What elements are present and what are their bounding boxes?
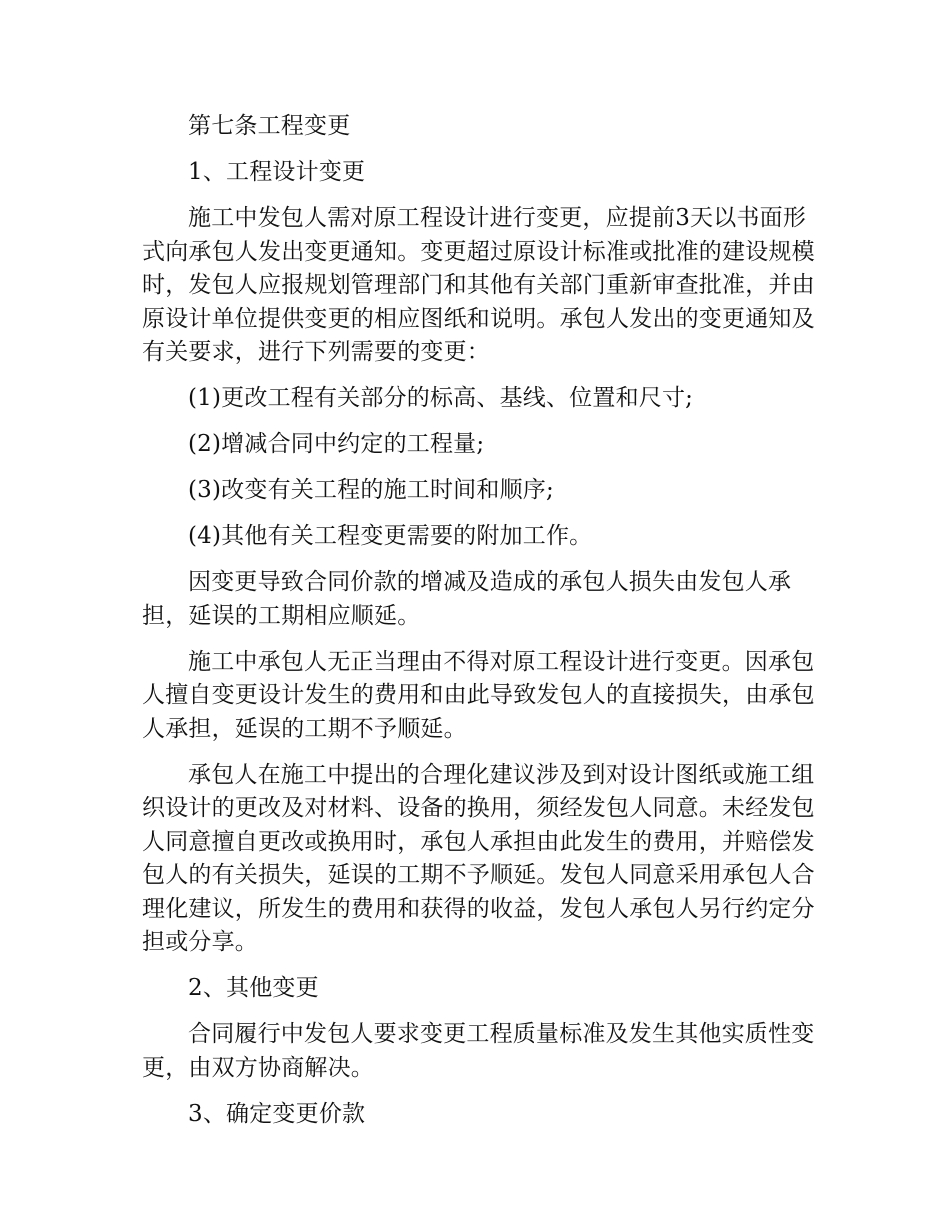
list-item: (3)改变有关工程的施工时间和顺序; xyxy=(188,477,554,503)
body-paragraph: 承包人在施工中提出的合理化建议涉及到对设计图纸或施工组织设计的更改及对材料、设备的换用，须经发包人同意。未经发包人同意擅自更改或换用时，承包人承担由此发生的费用，并赔偿发包人的有关损失，延误的工期不予顺延。发包人同意采用承包人合理化建议，所发生的费用和获得的收益，发包人承包人另行约定分担或分享。 xyxy=(142,761,815,955)
body-paragraph: 施工中发包人需对原工程设计进行变更，应提前3天以书面形式向承包人发出变更通知。变更超过原设计标准或批准的建设规模时，发包人应报规划管理部门和其他有关部门重新审查批准，并由原设计单位提供变更的相应图纸和说明。承包人发出的变更通知及有关要求，进行下列需要的变更： xyxy=(142,205,815,365)
list-item: (2)增减合同中约定的工程量; xyxy=(188,431,485,457)
body-paragraph: 合同履行中发包人要求变更工程质量标准及发生其他实质性变更，由双方协商解决。 xyxy=(142,1021,815,1081)
list-item: (4)其他有关工程变更需要的附加工作。 xyxy=(188,523,593,549)
list-item: (1)更改工程有关部分的标高、基线、位置和尺寸; xyxy=(188,385,694,411)
subsection-heading: 3、确定变更价款 xyxy=(188,1100,366,1127)
subsection-heading: 1、工程设计变更 xyxy=(188,159,366,185)
subsection-heading: 2、其他变更 xyxy=(188,975,319,1001)
section-heading: 第七条工程变更 xyxy=(188,113,351,139)
body-paragraph: 因变更导致合同价款的增减及造成的承包人损失由发包人承担，延误的工期相应顺延。 xyxy=(142,569,792,629)
body-paragraph: 施工中承包人无正当理由不得对原工程设计进行变更。因承包人擅自变更设计发生的费用和由此导致发包人的直接损失，由承包人承担，延误的工期不予顺延。 xyxy=(142,648,815,742)
document-body xyxy=(142,110,822,1131)
